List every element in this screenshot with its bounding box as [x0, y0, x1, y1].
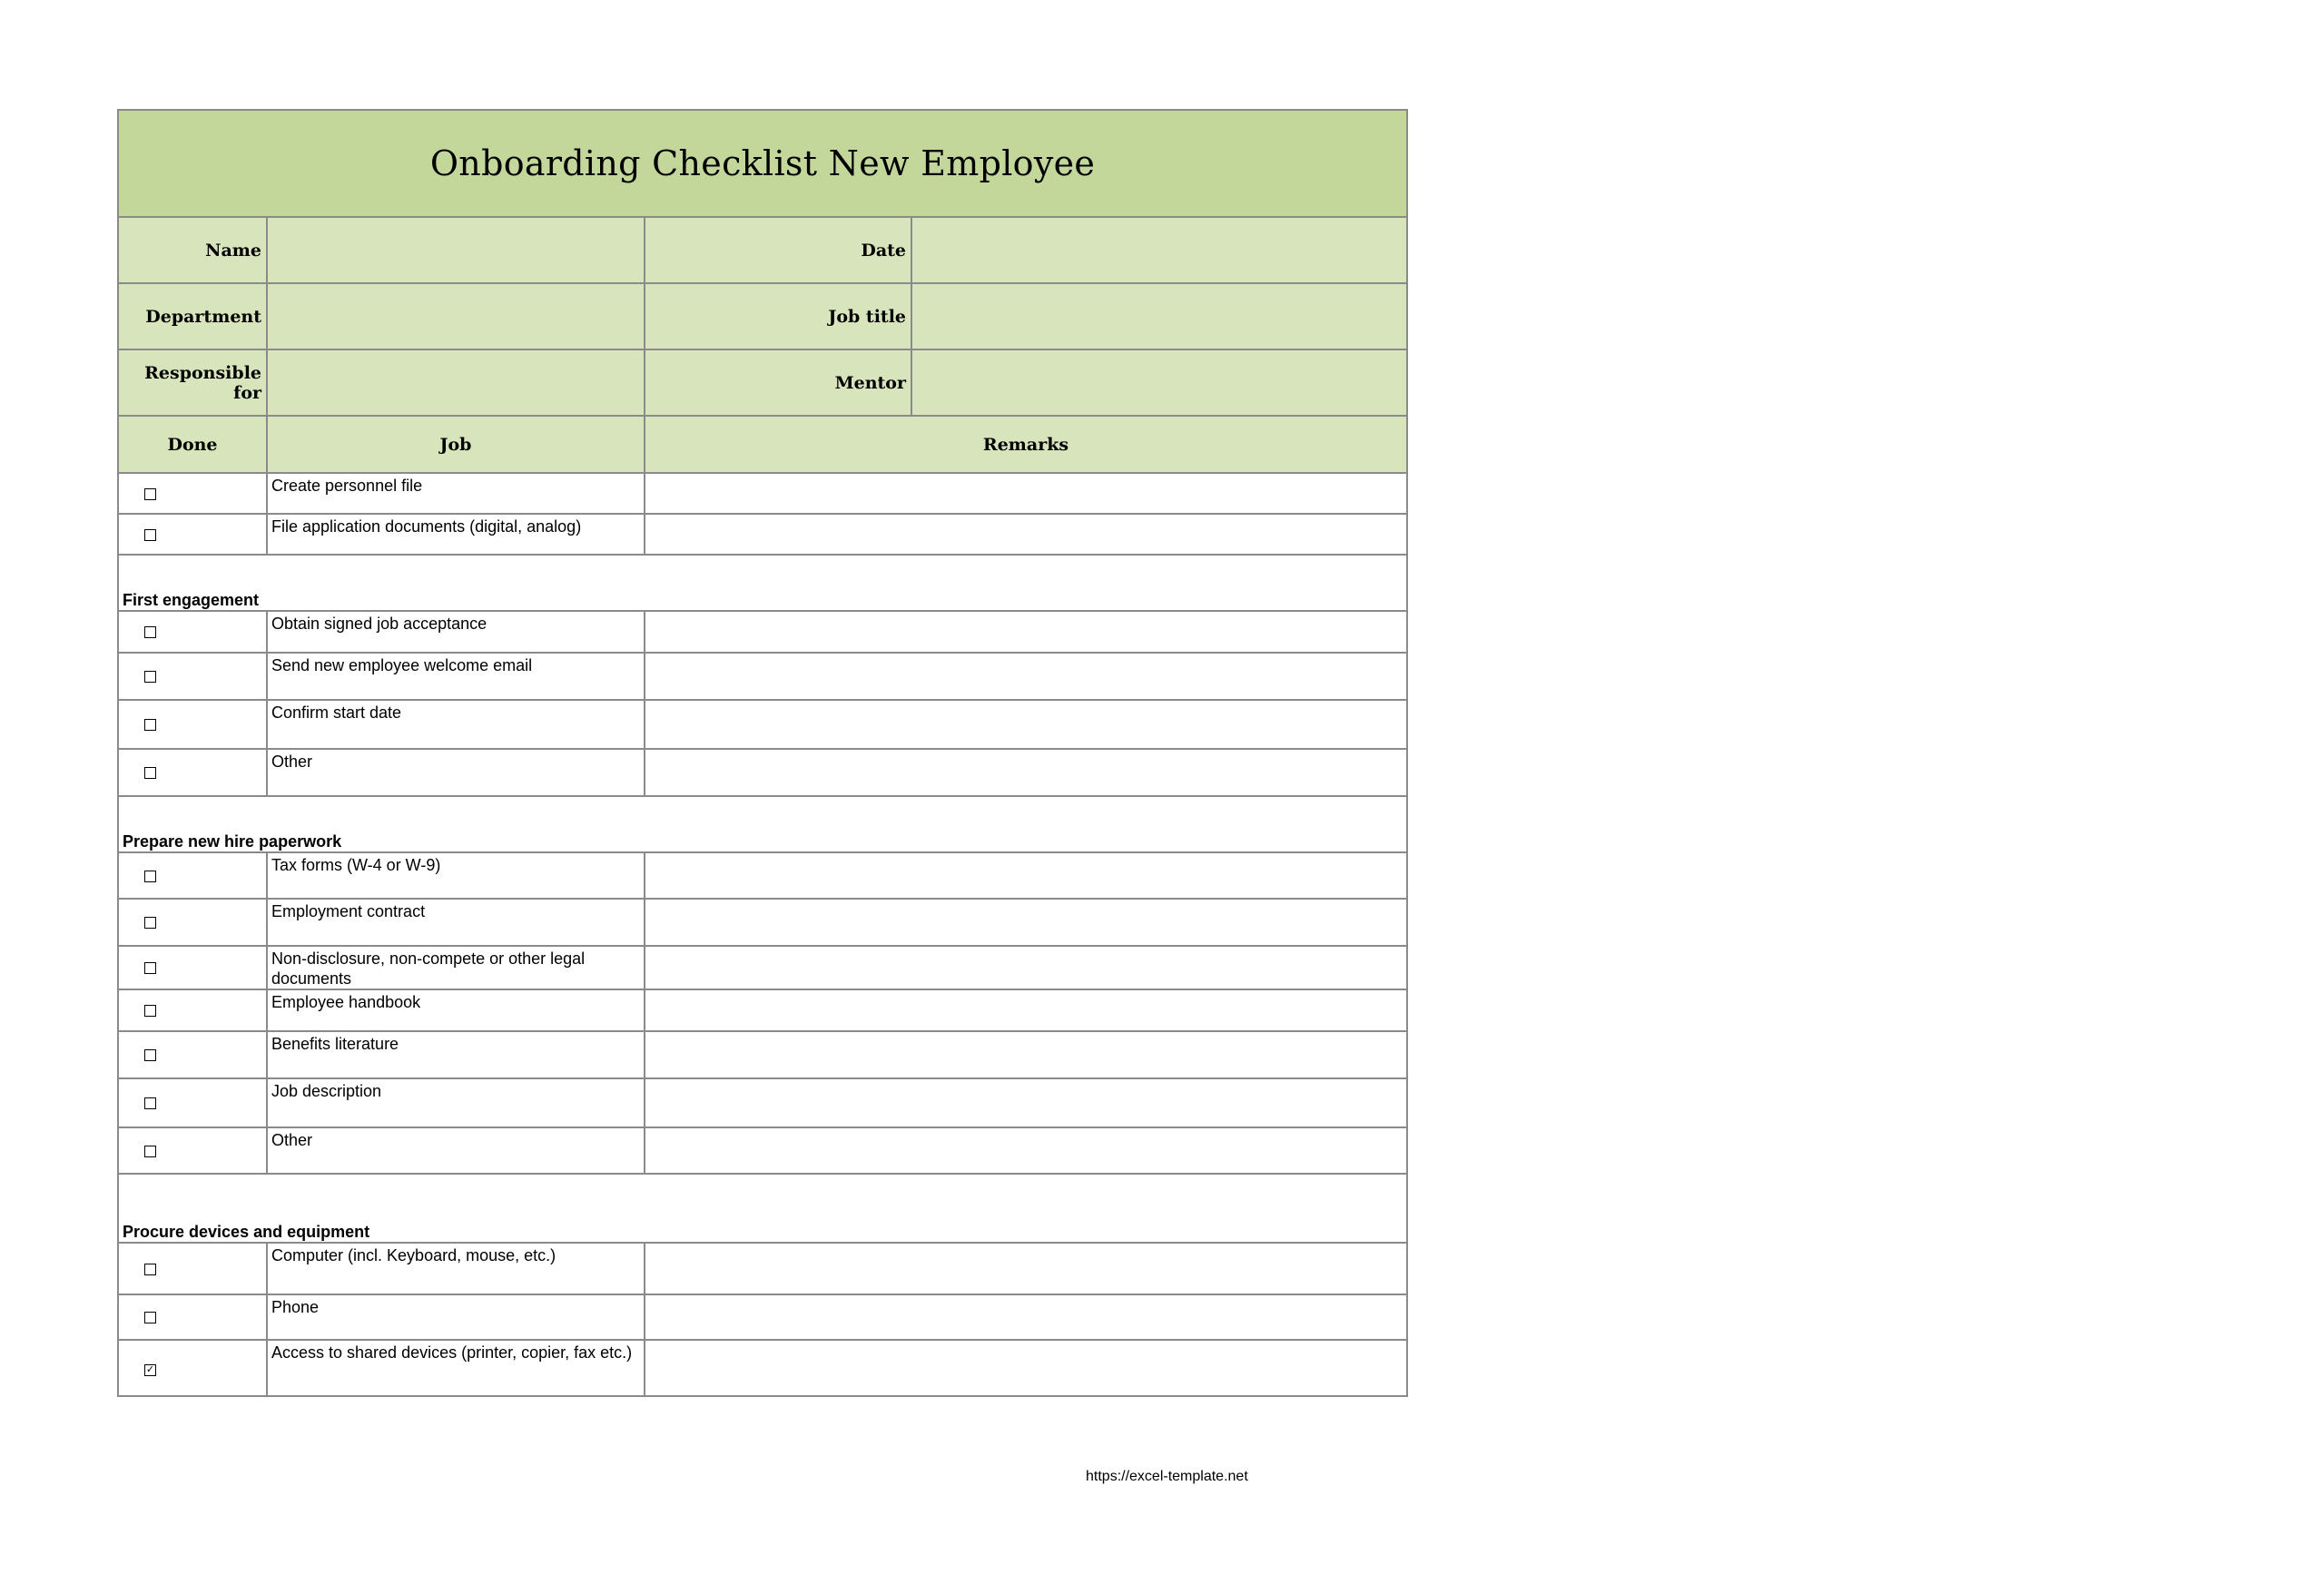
remarks-field[interactable]: [645, 1243, 1407, 1294]
task-checkbox[interactable]: [144, 962, 156, 974]
task-checkbox[interactable]: [144, 529, 156, 541]
name-label: Name: [118, 217, 267, 283]
date-label: Date: [645, 217, 911, 283]
task-checkbox[interactable]: [144, 1049, 156, 1061]
task-checkbox[interactable]: [144, 1005, 156, 1017]
task-checkbox[interactable]: [144, 719, 156, 731]
checklist-table: [117, 109, 1408, 1397]
column-header-job: Job: [267, 416, 645, 473]
done-cell: [118, 611, 267, 653]
task-row: [118, 1031, 1407, 1078]
task-row: [118, 473, 1407, 514]
remarks-field[interactable]: [645, 899, 1407, 946]
remarks-field[interactable]: [645, 1031, 1407, 1078]
done-cell: [118, 1340, 267, 1396]
task-label: Computer (incl. Keyboard, mouse, etc.): [267, 1243, 645, 1294]
task-label: Tax forms (W-4 or W-9): [267, 852, 645, 899]
section-title: First engagement: [118, 555, 1407, 611]
column-header-done: Done: [118, 416, 267, 473]
info-row-name: [118, 217, 1407, 283]
task-row: [118, 946, 1407, 989]
task-label: Obtain signed job acceptance: [267, 611, 645, 653]
name-field[interactable]: [267, 217, 645, 283]
footer-url-link[interactable]: https://excel-template.net: [1086, 1469, 1248, 1484]
task-row: [118, 989, 1407, 1031]
section-header-row: [118, 1174, 1407, 1243]
task-checkbox[interactable]: [144, 1097, 156, 1109]
task-checkbox[interactable]: [144, 1146, 156, 1157]
task-label: Employee handbook: [267, 989, 645, 1031]
remarks-field[interactable]: [645, 653, 1407, 700]
department-label: Department: [118, 283, 267, 349]
done-cell: [118, 1127, 267, 1174]
section-header-row: [118, 555, 1407, 611]
task-checkbox[interactable]: [144, 626, 156, 638]
remarks-field[interactable]: [645, 1294, 1407, 1340]
section-header-row: [118, 796, 1407, 852]
section-title: Procure devices and equipment: [118, 1174, 1407, 1243]
done-cell: [118, 749, 267, 796]
mentor-label: Mentor: [645, 349, 911, 416]
task-label: File application documents (digital, analog): [267, 514, 645, 555]
task-label: Non-disclosure, non-compete or other legal documents: [267, 946, 645, 989]
remarks-field[interactable]: [645, 946, 1407, 989]
task-checkbox[interactable]: [144, 671, 156, 683]
task-label: Benefits literature: [267, 1031, 645, 1078]
done-cell: [118, 473, 267, 514]
remarks-field[interactable]: [645, 514, 1407, 555]
done-cell: [118, 700, 267, 749]
department-field[interactable]: [267, 283, 645, 349]
task-label: Phone: [267, 1294, 645, 1340]
task-label: Other: [267, 1127, 645, 1174]
done-cell: [118, 989, 267, 1031]
section-title: Prepare new hire paperwork: [118, 796, 1407, 852]
task-row: [118, 899, 1407, 946]
done-cell: [118, 852, 267, 899]
remarks-field[interactable]: [645, 700, 1407, 749]
job-title-label: Job title: [645, 283, 911, 349]
page-title: Onboarding Checklist New Employee: [118, 110, 1407, 217]
done-cell: [118, 1078, 267, 1127]
task-row: [118, 1078, 1407, 1127]
remarks-field[interactable]: [645, 1127, 1407, 1174]
info-row-department: [118, 283, 1407, 349]
remarks-field[interactable]: [645, 852, 1407, 899]
responsible-field[interactable]: [267, 349, 645, 416]
task-label: Send new employee welcome email: [267, 653, 645, 700]
info-row-responsible: [118, 349, 1407, 416]
task-row: [118, 514, 1407, 555]
task-checkbox[interactable]: [144, 1264, 156, 1275]
task-checkbox-checked[interactable]: ✓: [145, 1364, 155, 1375]
task-row: [118, 1294, 1407, 1340]
task-checkbox[interactable]: [144, 488, 156, 500]
remarks-field[interactable]: [645, 1078, 1407, 1127]
task-label: Access to shared devices (printer, copier, fax etc.): [267, 1340, 645, 1396]
task-row: [118, 611, 1407, 653]
task-row: [118, 1127, 1407, 1174]
date-field[interactable]: [911, 217, 1407, 283]
mentor-field[interactable]: [911, 349, 1407, 416]
task-row: [118, 852, 1407, 899]
done-cell: [118, 899, 267, 946]
task-label: Employment contract: [267, 899, 645, 946]
remarks-field[interactable]: [645, 749, 1407, 796]
done-cell: [118, 653, 267, 700]
task-label: Confirm start date: [267, 700, 645, 749]
remarks-field[interactable]: [645, 611, 1407, 653]
column-header-row: [118, 416, 1407, 473]
task-checkbox[interactable]: [144, 1312, 156, 1323]
job-title-field[interactable]: [911, 283, 1407, 349]
task-checkbox[interactable]: [144, 871, 156, 882]
task-row: [118, 749, 1407, 796]
task-label: Create personnel file: [267, 473, 645, 514]
task-row: [118, 700, 1407, 749]
task-checkbox[interactable]: [144, 917, 156, 929]
done-cell: [118, 1031, 267, 1078]
task-label: Job description: [267, 1078, 645, 1127]
done-cell: [118, 1294, 267, 1340]
task-row: [118, 1340, 1407, 1396]
task-row: [118, 1243, 1407, 1294]
done-cell: [118, 946, 267, 989]
task-label: Other: [267, 749, 645, 796]
remarks-field[interactable]: [645, 473, 1407, 514]
done-cell: [118, 514, 267, 555]
remarks-field[interactable]: [645, 1340, 1407, 1396]
done-cell: [118, 1243, 267, 1294]
title-row: [118, 110, 1407, 217]
task-checkbox[interactable]: [144, 767, 156, 779]
responsible-label: Responsible for: [118, 349, 267, 416]
remarks-field[interactable]: [645, 989, 1407, 1031]
column-header-remarks: Remarks: [645, 416, 1407, 473]
task-row: [118, 653, 1407, 700]
